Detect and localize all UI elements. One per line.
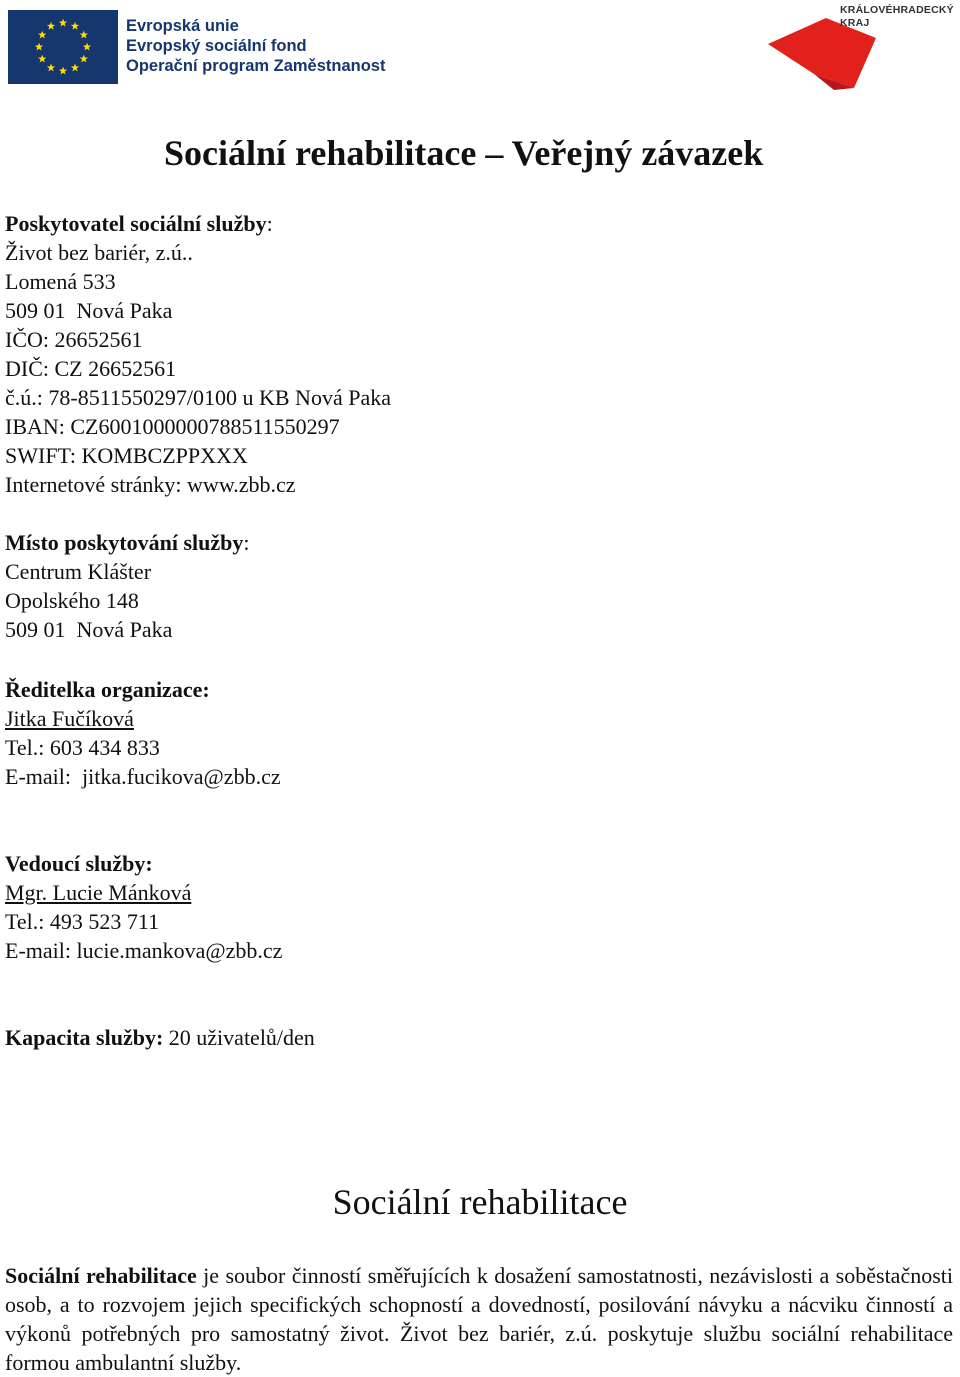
provider-website: Internetové stránky: www.zbb.cz bbox=[5, 472, 296, 497]
manager-name: Mgr. Lucie Mánková bbox=[5, 880, 192, 905]
director-email[interactable]: E-mail: jitka.fucikova@zbb.cz bbox=[5, 764, 281, 789]
director-name: Jitka Fučíková bbox=[5, 706, 134, 731]
section-paragraph bbox=[5, 1261, 953, 1377]
capacity-label: Kapacita služby: bbox=[5, 1025, 164, 1050]
provider-iban: IBAN: CZ6001000000788511550297 bbox=[5, 414, 340, 439]
provider-street: Lomená 533 bbox=[5, 269, 116, 294]
manager-phone: Tel.: 493 523 711 bbox=[5, 909, 160, 934]
paragraph-text: je soubor činností směřujících k dosažení samostatnosti, nezávislosti a soběstačnosti osob, a to rozvojem jejich specifických schopností a dovedností, posilování návyku a nácviku činností a výkonů potřebných pro samostatný život. Život bez bariér, z.ú. poskytuje službu sociální rehabilitace formou ambulantní služby. bbox=[5, 1263, 953, 1375]
eu-logo-line: Operační program Zaměstnanost bbox=[126, 57, 386, 75]
director-phone: Tel.: 603 434 833 bbox=[5, 735, 160, 760]
manager-email[interactable]: E-mail: lucie.mankova@zbb.cz bbox=[5, 938, 283, 963]
header bbox=[0, 0, 960, 100]
location-heading-colon: : bbox=[243, 530, 250, 555]
director-heading: Ředitelka organizace: bbox=[5, 677, 210, 702]
location-heading bbox=[5, 528, 250, 557]
eu-logo-text bbox=[126, 16, 385, 76]
provider-ico: IČO: 26652561 bbox=[5, 327, 143, 352]
capacity-value: 20 uživatelů/den bbox=[163, 1025, 315, 1050]
eu-logo-line: Evropská unie bbox=[126, 17, 239, 35]
location-section bbox=[5, 528, 250, 644]
section-title: Sociální rehabilitace bbox=[332, 1182, 628, 1222]
location-city: 509 01 Nová Paka bbox=[5, 617, 173, 642]
eu-logo-line: Evropský sociální fond bbox=[126, 37, 307, 55]
page-title: Sociální rehabilitace – Veřejný závazek bbox=[164, 133, 764, 173]
paragraph-lead: Sociální rehabilitace bbox=[5, 1263, 197, 1288]
provider-dic: DIČ: CZ 26652561 bbox=[5, 356, 177, 381]
provider-city: 509 01 Nová Paka bbox=[5, 298, 173, 323]
manager-section bbox=[5, 849, 282, 965]
region-logo-text bbox=[840, 4, 954, 30]
region-logo-line: KRAJ bbox=[840, 17, 870, 29]
provider-swift: SWIFT: KOMBCZPPXXX bbox=[5, 443, 248, 468]
provider-section bbox=[5, 209, 391, 499]
capacity-line bbox=[5, 1023, 315, 1052]
location-heading-label: Místo poskytování služby bbox=[5, 530, 244, 555]
provider-heading bbox=[5, 209, 391, 238]
eu-flag-icon bbox=[8, 10, 118, 84]
provider-name: Život bez bariér, z.ú.. bbox=[5, 240, 193, 265]
provider-heading-colon: : bbox=[266, 211, 273, 236]
location-name: Centrum Klášter bbox=[5, 559, 152, 584]
provider-heading-label: Poskytovatel sociální služby bbox=[5, 211, 267, 236]
region-logo-line: KRÁLOVÉHRADECKÝ bbox=[840, 4, 954, 16]
director-section bbox=[5, 675, 281, 791]
location-street: Opolského 148 bbox=[5, 588, 139, 613]
manager-heading: Vedoucí služby: bbox=[5, 851, 153, 876]
provider-account: č.ú.: 78-8511550297/0100 u KB Nová Paka bbox=[5, 385, 391, 410]
